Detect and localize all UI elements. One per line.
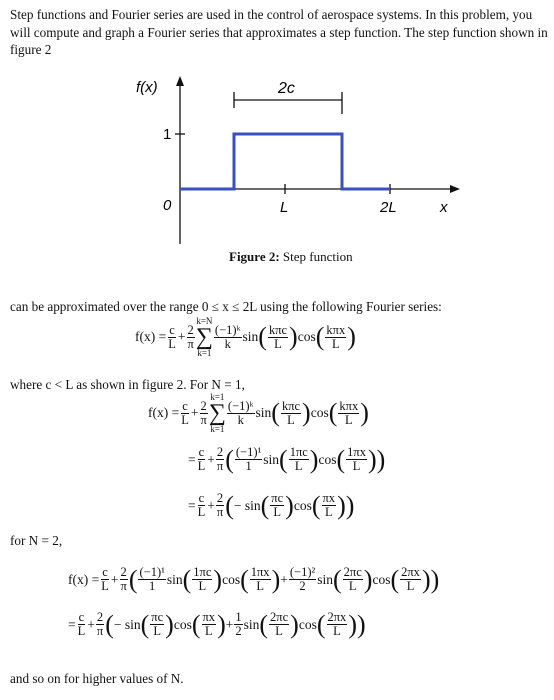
- for-n2-text: for N = 2,: [10, 533, 63, 548]
- intro-paragraph: Step functions and Fourier series are used in the control of aerospace systems. In this problem, you will compute and graph a Fourier series that approximates a step function. The step function shown in figure 2: [10, 7, 548, 57]
- where-text: where c < L as shown in figure 2. For N = 1,: [10, 377, 245, 392]
- y-tick-one-label: 1: [163, 126, 172, 143]
- n2-formula-line1: f(x) = $\frac{c}{L}$ + $\frac{2}{\pi}$ ( $\frac{\text{(−1)¹}}{1}$ sin ( $\frac{1\pi c}{L}$ ) cos ( $\frac{1\pi x}{L}$ ) + $\frac{\text{(−1)²}}{2}$ sin ( $\frac{2\pi c}{L}$ ) cos ( $\frac{2\pi x}{L}$ )): [68, 564, 440, 594]
- c-over-L: $\frac{c}{L}$: [168, 322, 176, 351]
- step-function-line: [180, 134, 390, 189]
- x-axis-label: x: [440, 199, 448, 216]
- caption-text: Step function: [282, 249, 353, 264]
- approx-text: can be approximated over the range 0 ≤ x ≤ 2L using the following Fourier series:: [10, 299, 442, 314]
- origin-label: 0: [163, 197, 172, 214]
- step-function-figure: [120, 72, 480, 252]
- n1-formula-line3: = $\frac{c}{L}$ + $\frac{2}{\pi}$ ( − sin ( $\frac{\pi c}{L}$ ) cos ( $\frac{\pi x}{L}$ )): [188, 490, 355, 520]
- x-tick-L-label: L: [280, 199, 289, 216]
- summation: k=N ∑ k=1: [195, 316, 213, 358]
- figure-caption: [229, 249, 353, 265]
- y-axis-label: f(x): [136, 79, 158, 96]
- n1-formula-line2: = $\frac{c}{L}$ + $\frac{2}{\pi}$ ( $\frac{\text{(−1)¹}}{1}$ sin ( $\frac{1\pi c}{L}$ ) cos ( $\frac{1\pi x}{L}$ )): [188, 444, 386, 474]
- neg1k-over-k: $\frac{\text{(−1)ᵏ}}{k}$: [214, 322, 241, 351]
- ending-text: and so on for higher values of N.: [10, 671, 184, 686]
- x-axis-arrow: [450, 185, 460, 193]
- width-label: 2c: [278, 80, 295, 97]
- n2-formula-line2: = $\frac{c}{L}$ + $\frac{2}{\pi}$ ( − sin ( $\frac{\pi c}{L}$ ) cos ( $\frac{\pi x}{L}$ ) + $\frac{1}{2}$ sin ( $\frac{2\pi c}{L}$ ) cos ( $\frac{2\pi x}{L}$ )): [68, 609, 366, 639]
- y-axis-arrow: [176, 76, 184, 86]
- two-over-pi: $\frac{2}{\pi}$: [187, 322, 194, 351]
- x-tick-2L-label: 2L: [380, 199, 397, 216]
- caption-bold: Figure 2:: [229, 249, 280, 264]
- fx-label: f(x) =: [135, 329, 167, 344]
- general-formula: f(x) = $\frac{c}{L}$ + $\frac{2}{\pi}$ k=N ∑ k=1 $\frac{\text{(−1)ᵏ}}{k}$ sin ( $\frac{\text{kπc}}{L}$ ) cos ( $\frac{\text{kπx}}{L}$ ): [135, 316, 356, 358]
- n1-formula-line1: f(x) = $\frac{c}{L}$ + $\frac{2}{\pi}$ k=1 ∑ k=1 $\frac{\text{(−1)ᵏ}}{k}$ sin ( $\frac{\text{kπc}}{L}$ ) cos ( $\frac{\text{kπx}}{L}$ ): [148, 392, 369, 434]
